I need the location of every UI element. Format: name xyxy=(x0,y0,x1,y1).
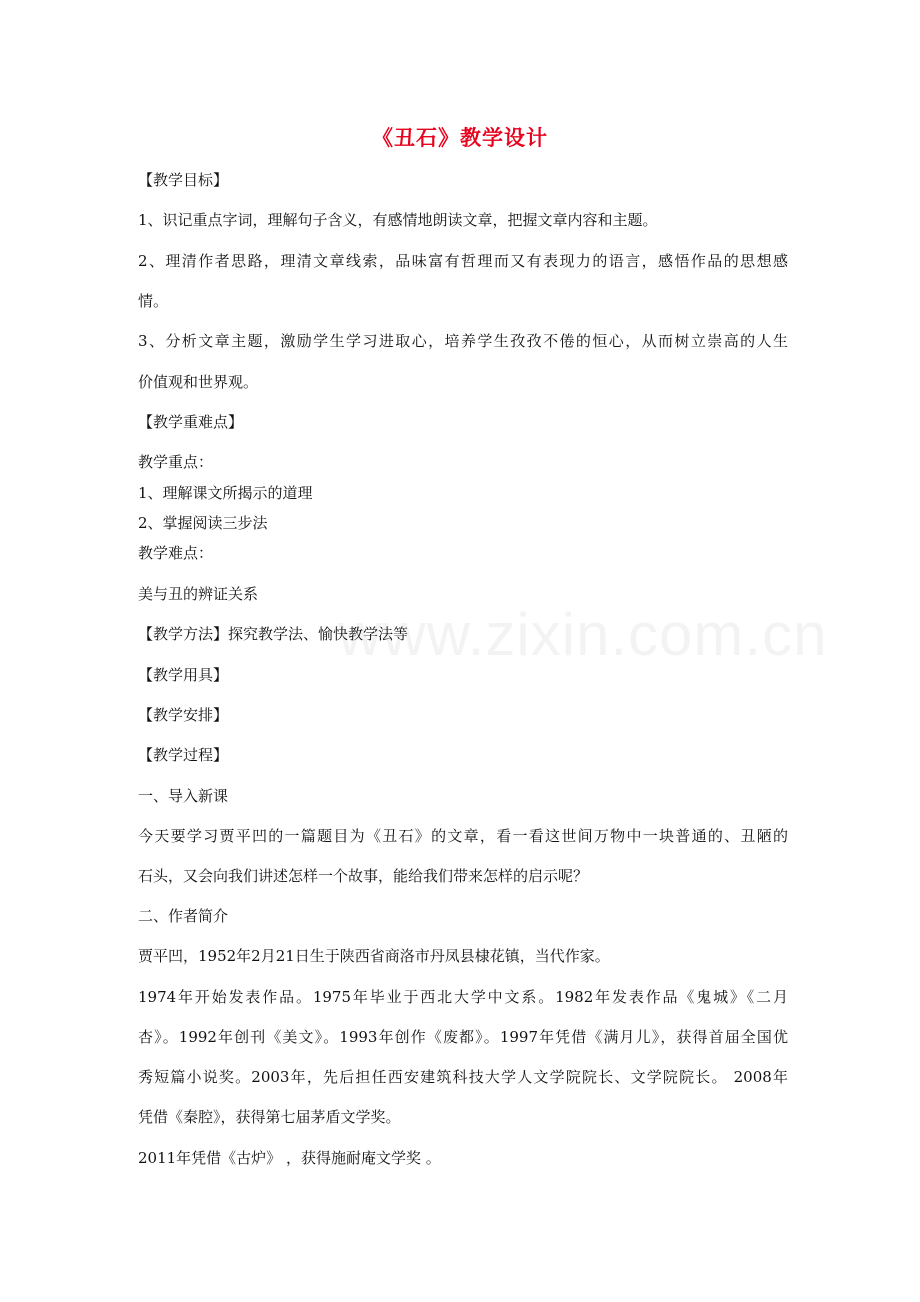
section-heading-objectives: 【教学目标】 xyxy=(138,171,229,189)
paragraph-line: 1、理解课文所揭示的道理 xyxy=(138,484,313,502)
paragraph-line: 贾平凹，1952年2月21日生于陕西省商洛市丹凤县棣花镇，当代作家。 xyxy=(138,947,610,965)
paragraph-line: 美与丑的辨证关系 xyxy=(138,585,259,603)
section-heading-arrangement: 【教学安排】 xyxy=(138,706,229,724)
section-heading-process: 【教学过程】 xyxy=(138,746,229,764)
paragraph-line: 1974年开始发表作品。1975年毕业于西北大学中文系。1982年发表作品《鬼城》《二月 xyxy=(138,988,788,1006)
paragraph-line: 石头，又会向我们讲述怎样一个故事，能给我们带来怎样的启示呢？ xyxy=(138,867,589,885)
subheading-introduction: 一、导入新课 xyxy=(138,787,229,805)
paragraph-line: 秀短篇小说奖。2003年，先后担任西安建筑科技大学人文学院院长、文学院院长。 2008年 xyxy=(138,1068,788,1086)
paragraph-line: 价值观和世界观。 xyxy=(138,373,259,391)
paragraph-line: 教学重点： xyxy=(138,453,214,471)
paragraph-line: 2、掌握阅读三步法 xyxy=(138,514,268,532)
paragraph-line: 情。 xyxy=(138,292,169,310)
paragraph-line: 1、识记重点字词，理解句子含义，有感情地朗读文章，把握文章内容和主题。 xyxy=(138,211,658,229)
paragraph-line: 2、理清作者思路，理清文章线索，品味富有哲理而又有表现力的语言，感悟作品的思想感 xyxy=(138,252,788,270)
paragraph-line: 凭借《秦腔》，获得第七届茅盾文学奖。 xyxy=(138,1108,401,1126)
subheading-author: 二、作者简介 xyxy=(138,907,229,925)
paragraph-line: 杏》。1992年创刊《美文》。1993年创作《废都》。1997年凭借《满月儿》，获得首届全国优 xyxy=(138,1028,788,1046)
paragraph-line: 教学难点： xyxy=(138,544,214,562)
section-heading-key-points: 【教学重难点】 xyxy=(138,413,244,431)
paragraph-line: 今天要学习贾平凹的一篇题目为《丑石》的文章，看一看这世间万物中一块普通的、丑陋的 xyxy=(138,827,788,845)
paragraph-line: 3、分析文章主题，激励学生学习进取心，培养学生孜孜不倦的恒心，从而树立崇高的人生 xyxy=(138,332,788,350)
paragraph-line: 2011年凭借《古炉》 ，获得施耐庵文学奖 。 xyxy=(138,1149,441,1167)
section-heading-tools: 【教学用具】 xyxy=(138,666,229,684)
section-heading-methods: 【教学方法】探究教学法、愉快教学法等 xyxy=(138,625,409,643)
document-title: 《丑石》教学设计 xyxy=(372,125,548,150)
